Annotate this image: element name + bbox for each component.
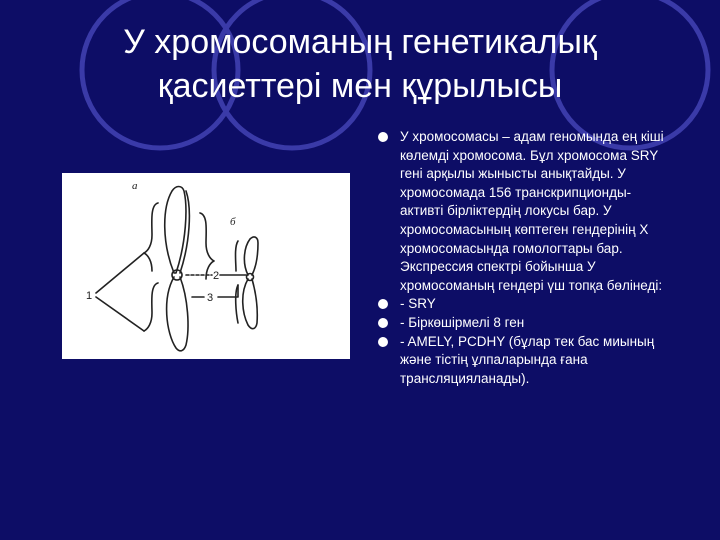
slide-title [40,20,680,108]
bullet-text: - Біркөшірмелі 8 ген [400,314,525,330]
bullet-dot-icon [378,132,388,142]
bullet-dot-icon [378,337,388,347]
chromosome-drawing [62,173,350,359]
brace-lower-left [144,283,158,331]
large-chromosome-upper-arm-left [165,187,186,274]
small-chromosome-upper-arm [244,237,258,275]
bullet-list [378,128,670,388]
brace-b [200,213,214,279]
large-chromosome-lower-arm [167,277,188,351]
pointer-line-lower [96,297,144,331]
small-chromosome-lower-arm [243,279,258,329]
bullet-text: - SRY [400,296,436,312]
title-line-2: қасиеттері мен құрылысы [157,67,563,105]
figure-label-a: а [132,180,138,192]
brace-a [144,203,158,271]
title-line-1: У хромосоманың генетикалық [123,23,597,61]
connector-3-right [218,285,238,297]
bullet-item [378,295,670,314]
figure-label-b: б [230,216,236,228]
small-chromosome-centromere [247,274,254,281]
figure-label-2: 2 [213,270,220,282]
bullet-item [378,128,670,295]
bullet-text: - AMELY, PCDHY (бұлар тек бас миының және тістің ұлпаларында ғана трансляцияланады). [400,333,655,386]
bullet-dot-icon [378,318,388,328]
bullet-item [378,333,670,389]
figure-label-3: 3 [207,292,214,304]
figure-label-1: 1 [86,290,93,302]
pointer-line-upper [96,253,144,293]
bullet-item [378,314,670,333]
brace-small-upper [236,241,239,271]
bullet-text: У хромосомасы – адам геномында ең кіші көлемді хромосома. Бұл хромосома SRY гені арқылы жынысты анықтайды. У хромосомада 156 транскрипционды- активті бірліктердің локусы бар. У хромосомасының көптеген гендерінің Х хромосомасында гомологтары бар. Экспрессия спектрі бойынша У хромосоманың гендері үш топқа бөлінеді: [400,129,664,293]
chromosome-diagram [62,173,350,359]
bullet-dot-icon [378,299,388,309]
